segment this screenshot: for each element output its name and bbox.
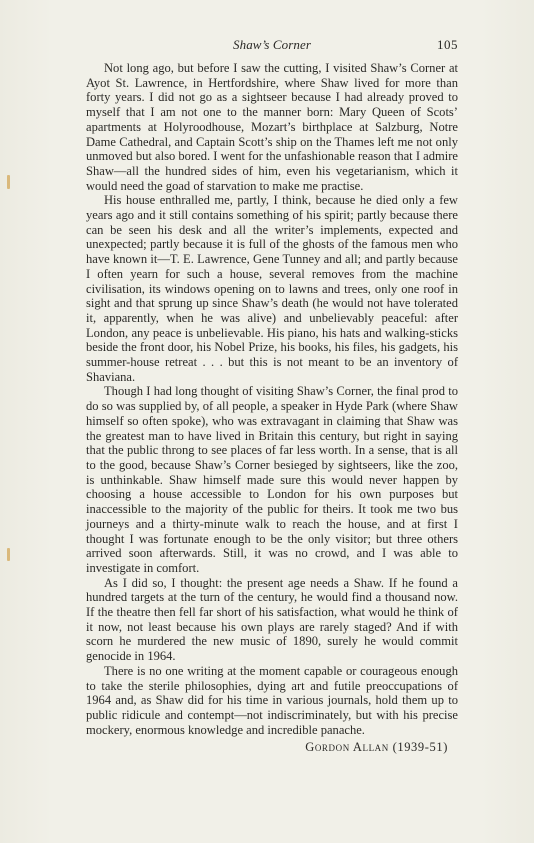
page-number: 105 bbox=[437, 37, 458, 52]
paragraph: His house enthralled me, partly, I think, because he died only a few years ago and it still contains something of his spirit; partly because there can be seen his desk and all the writer’s implements, expected and unexpected; partly because it is full of the ghosts of the famous men who have known it—T. E. Lawrence, Gene Tunney and all; and partly because I often yearn for such a house, several removes from the machine civilisation, its windows opening on to lawns and trees, only one roof in sight and that sprung up since Shaw’s death (he would not have tolerated it, apparently, when he was alive) and unbelievably peaceful: after London, any peace is unbelievable. His piano, his hats and walking-sticks beside the front door, his Nobel Prize, his books, his files, his gadgets, his summer-house retreat . . . but this is not meant to be an inventory of Shaviana. bbox=[86, 193, 458, 384]
paragraph: Not long ago, but before I saw the cutting, I visited Shaw’s Corner at Ayot St. Lawrence, in Hertfordshire, where Shaw lived for more than forty years. I did not go as a sightseer because I had already proved to myself that I am not one to the manner born: Mary Queen of Scots’ apartments at Holyroodhouse, Mozart’s birthplace at Salzburg, Notre Dame Cathedral, and Captain Scott’s ship on the Thames left me not only unmoved but also bored. I went for the unfashionable reason that I admire Shaw—all the hundred sides of him, even his vegetarianism, which it would need the goad of starvation to make me practise. bbox=[86, 61, 458, 193]
article-body bbox=[86, 61, 458, 755]
page-edge-stain bbox=[7, 175, 10, 189]
paragraph: As I did so, I thought: the present age needs a Shaw. If he found a hundred targets at the turn of the century, he would find a thousand now. If the theatre then fell far short of his satisfaction, what would he think of it now, not least because his own plays are rarely staged? And if with scorn he murdered the new music of 1890, surely he would commit genocide in 1964. bbox=[86, 575, 458, 664]
running-title: Shaw’s Corner bbox=[233, 37, 311, 52]
page-edge-stain bbox=[7, 548, 10, 561]
paragraph: There is no one writing at the moment capable or courageous enough to take the sterile philosophies, dying art and futile preoccupations of 1964 and, as Shaw did for his time in various journals, hold them up to public ridicule and contempt—not indiscriminately, but with his precise mockery, enormous knowledge and incredible panache. bbox=[86, 663, 458, 737]
author-signature: Gordon Allan (1939-51) bbox=[305, 740, 448, 755]
paragraph: Though I had long thought of visiting Shaw’s Corner, the final prod to do so was supplied by, of all people, a speaker in Hyde Park (where Shaw himself so often spoke), who was extravagant in claiming that Shaw was the greatest man to have lived in Britain this century, but right in saying that the public throng to see places of far less worth. In a sense, that is all to the good, because Shaw’s Corner besieged by sightseers, like the zoo, is unthinkable. Shaw himself made sure this would never happen by choosing a house accessible to London for his own purposes but inaccessible to the majority of the public for theirs. It took me two bus journeys and a thirty-minute walk to reach the house, and at first I thought I was fortunate enough to be the only visitor; but three others arrived soon afterwards. Still, it was no crowd, and I was able to investigate in comfort. bbox=[86, 384, 458, 575]
running-head bbox=[86, 37, 458, 53]
